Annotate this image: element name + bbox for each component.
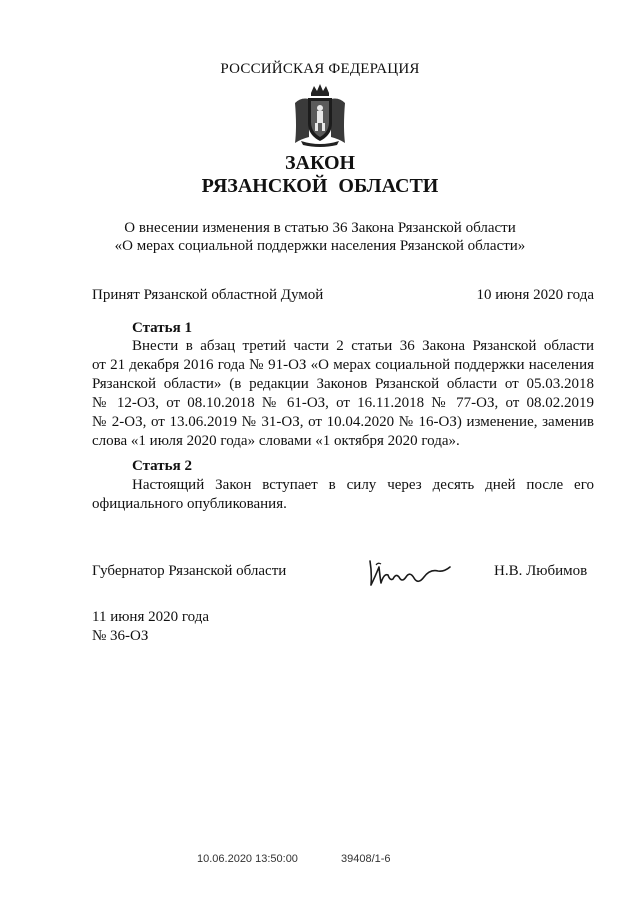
signatory-position: Губернатор Рязанской области: [92, 563, 287, 579]
article-1-line: слова «1 июля 2020 года» словами «1 октября 2020 года».: [92, 433, 460, 449]
article-2-line: Настоящий Закон вступает в силу через десять дней после его: [132, 477, 594, 493]
article-2-line: официального опубликования.: [92, 496, 287, 512]
law-title-line-1: О внесении изменения в статью 36 Закона Рязанской области: [124, 220, 516, 236]
coat-of-arms-icon: [287, 83, 353, 149]
footer-document-code: 39408/1-6: [341, 853, 391, 865]
adoption-date: 10 июня 2020 года: [476, 287, 594, 303]
footer-timestamp: 10.06.2020 13:50:00: [197, 853, 298, 865]
signatory-name: Н.В. Любимов: [494, 563, 588, 579]
signing-date: 11 июня 2020 года: [92, 609, 209, 625]
document-type-heading: ЗАКОН: [284, 152, 356, 174]
region-heading: РЯЗАНСКОЙ ОБЛАСТИ: [201, 175, 439, 197]
law-number: № 36-ОЗ: [92, 628, 149, 644]
article-1-line: Внести в абзац третий части 2 статьи 36 Закона Рязанской области: [132, 338, 594, 354]
article-2-heading: Статья 2: [132, 458, 192, 474]
article-1-line: № 2-ОЗ, от 13.06.2019 № 31-ОЗ, от 10.04.2020 № 16-ОЗ) изменение, заменив: [92, 414, 594, 430]
law-title-line-2: «О мерах социальной поддержки населения Рязанской области»: [114, 238, 526, 254]
article-1-line: от 21 декабря 2016 года № 91-ОЗ «О мерах социальной поддержки населения: [92, 357, 594, 373]
article-1-line: Рязанской области» (в редакции Законов Рязанской области от 05.03.2018: [92, 376, 594, 392]
country-heading: РОССИЙСКАЯ ФЕДЕРАЦИЯ: [220, 61, 420, 77]
adopted-by-text: Принят Рязанской областной Думой: [92, 287, 324, 303]
article-1-heading: Статья 1: [132, 320, 192, 336]
article-1-body: [92, 337, 594, 451]
article-2-body: [92, 476, 594, 514]
article-1-line: № 12-ОЗ, от 08.10.2018 № 61-ОЗ, от 16.11.2018 № 77-ОЗ, от 08.02.2019: [92, 395, 594, 411]
handwritten-signature: [366, 553, 452, 591]
